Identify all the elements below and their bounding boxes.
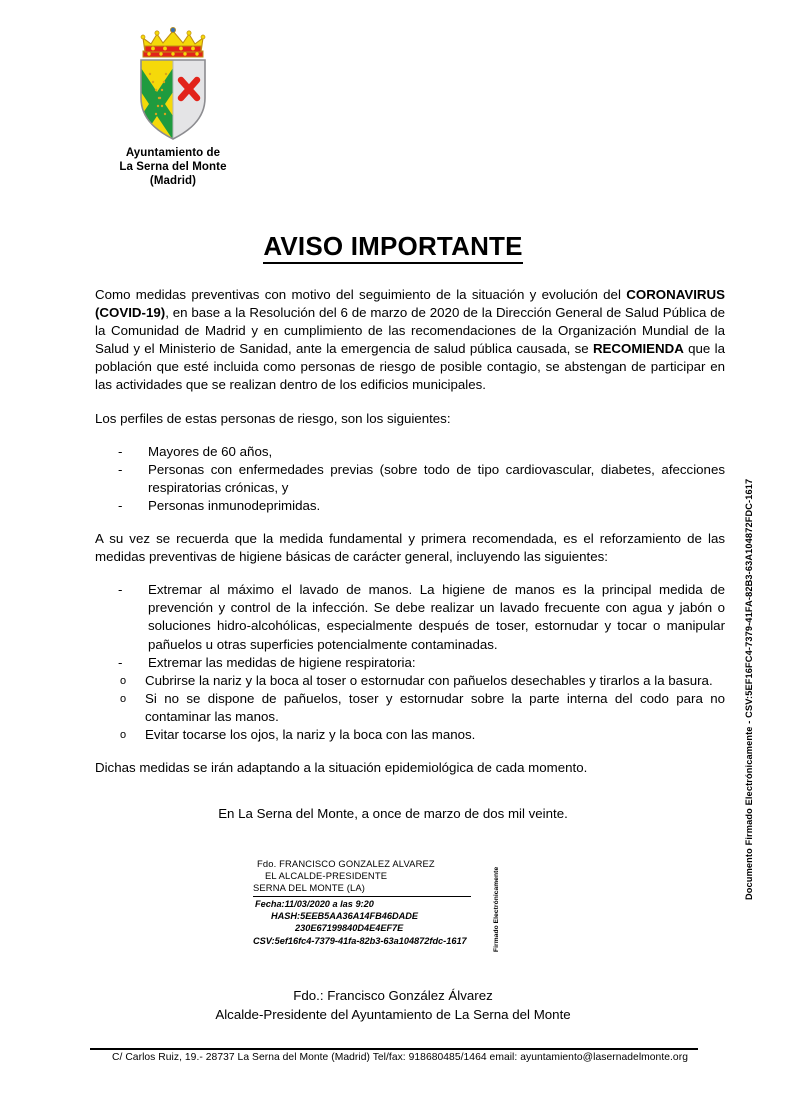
signature-csv: CSV:5ef16fc4-7379-41fa-82b3-63a104872fdc-1617 xyxy=(253,935,467,946)
page-title xyxy=(0,231,786,262)
coronavirus-emphasis: CORONAVIRUS (COVID-19) xyxy=(95,287,725,321)
signer-entity: SERNA DEL MONTE (LA) xyxy=(253,882,366,894)
paragraph-intro xyxy=(95,286,725,395)
paragraph-hygiene-lead: A su vez se recuerda que la medida fundamental y primera recomendada, es el reforzamiento de las medidas preventivas de higiene básicas de carácter general, incluyendo las siguientes: xyxy=(95,531,725,565)
electronic-signature-stamp xyxy=(253,858,500,958)
place-and-date-line: En La Serna del Monte, a once de marzo de dos mil veinte. xyxy=(218,806,568,821)
signature-vertical-label: Firmado Electrónicamente xyxy=(493,866,500,952)
document-csv-sidebar: Documento Firmado Electrónicamente - CSV:5EF16FC4-7379-41FA-82B3-63A104872FDC-1617 xyxy=(744,478,754,900)
list-item: o Evitar tocarse los ojos, la nariz y la boca con las manos. xyxy=(95,726,725,744)
signature-divider xyxy=(253,896,471,897)
footer-contact-line: C/ Carlos Ruiz, 19.- 28737 La Serna del Monte (Madrid) Tel/fax: 918680485/1464 email: ayuntamiento@lasernadelmonte.org xyxy=(112,1052,688,1063)
letterhead-line-2: La Serna del Monte xyxy=(119,161,227,173)
list-item: o Cubrirse la nariz y la boca al toser o estornudar con pañuelos desechables y tirarlos a la basura. xyxy=(95,672,725,690)
signature-hash-line-2: 230E67199840D4E4EF7E xyxy=(295,923,404,934)
footer-divider xyxy=(90,1048,698,1050)
signature-timestamp: Fecha:11/03/2020 a las 9:20 xyxy=(255,898,374,909)
intro-part-3: que la población que esté incluida como personas de riesgo de posible contagio, se abstengan de participar en las actividades que se realizan dentro de los edificios municipales. xyxy=(95,341,725,393)
closing-signature-block xyxy=(0,986,786,1024)
list-item: - Extremar al máximo el lavado de manos. La higiene de manos es la principal medida de prevención y control de la infección. Se debe realizar un lavado frecuente con agua y jabón o soluciones hidro-alcohólicas, especialmente después de toser, estornudar y tocar o manipular pañuelos u otras superficies potencialmente contaminadas. xyxy=(95,581,725,653)
respiratory-hygiene-list xyxy=(95,672,725,744)
closing-name: Fdo.: Francisco González Álvarez xyxy=(293,988,493,1003)
closing-role: Alcalde-Presidente del Ayuntamiento de La Serna del Monte xyxy=(215,1007,571,1022)
intro-part-2: , en base a la Resolución del 6 de marzo de 2020 de la Dirección General de Salud Pública de la Comunidad de Madrid y en cumplimiento de las recomendaciones de la Organización Mundial de la Salud y el Ministerio de Sanidad, ante la emergencia de salud pública causada, se xyxy=(95,305,725,357)
list-item: o Si no se dispone de pañuelos, toser y estornudar sobre la parte interna del codo para no contaminar las manos. xyxy=(95,690,725,726)
letterhead-line-3: (Madrid) xyxy=(149,175,197,187)
list-item: - Extremar las medidas de higiene respiratoria: xyxy=(95,654,725,672)
hygiene-measures-list xyxy=(95,581,725,671)
risk-profile-list xyxy=(95,443,725,515)
document-body xyxy=(95,286,725,792)
signer-role: EL ALCALDE-PRESIDENTE xyxy=(265,870,388,882)
recomienda-emphasis: RECOMIENDA xyxy=(592,341,684,357)
signature-hash-line-1: HASH:5EEB5AA36A14FB46DADE xyxy=(271,911,419,922)
page-title-text: AVISO IMPORTANTE xyxy=(263,231,522,264)
signer-name: Fdo. FRANCISCO GONZALEZ ALVAREZ xyxy=(257,858,435,869)
list-item: - Personas inmunodeprimidas. xyxy=(95,497,725,515)
coat-of-arms-icon xyxy=(123,22,223,142)
paragraph-risk-profiles-lead: Los perfiles de estas personas de riesgo, son los siguientes: xyxy=(95,410,451,426)
letterhead xyxy=(78,22,268,188)
list-item: - Mayores de 60 años, xyxy=(95,443,725,461)
paragraph-closing-note: Dichas medidas se irán adaptando a la situación epidemiológica de cada momento. xyxy=(95,760,588,776)
letterhead-line-1: Ayuntamiento de xyxy=(125,147,221,159)
intro-part-1: Como medidas preventivas con motivo del seguimiento de la situación y evolución del xyxy=(95,287,627,302)
list-item: - Personas con enfermedades previas (sobre todo de tipo cardiovascular, diabetes, afecciones respiratorias crónicas, y xyxy=(95,461,725,497)
